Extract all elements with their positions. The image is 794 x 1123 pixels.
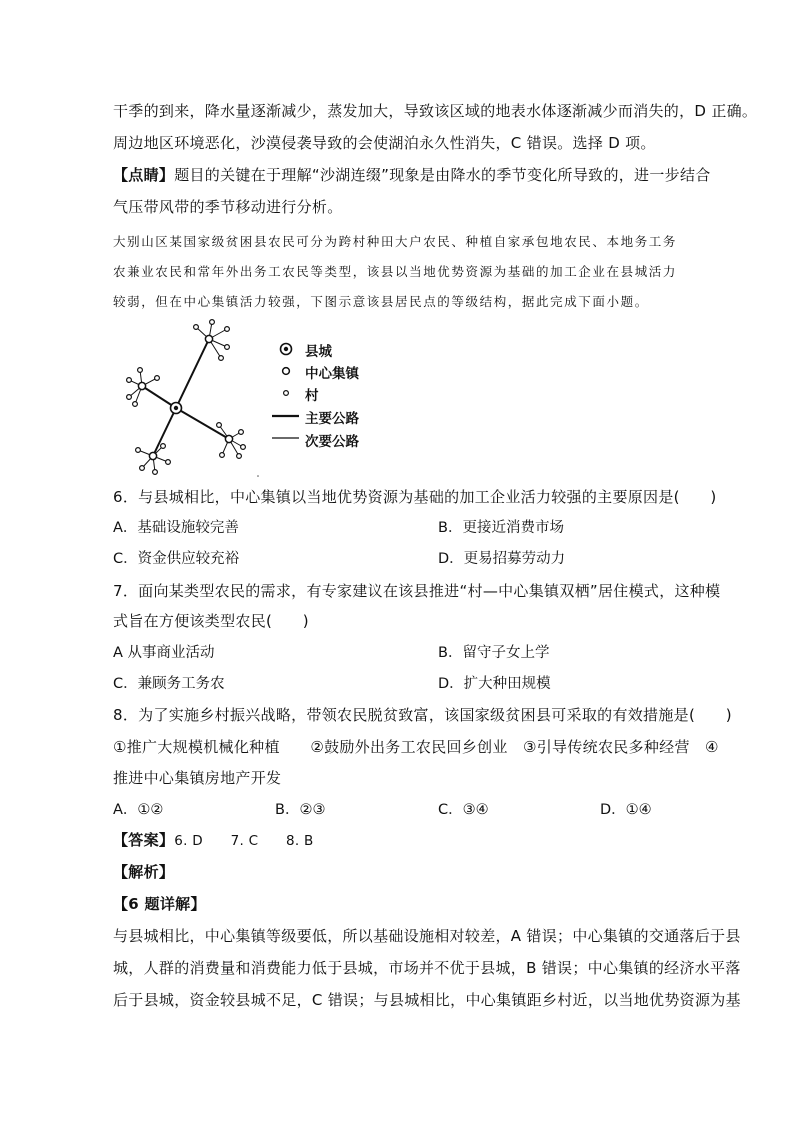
village-marker bbox=[194, 325, 199, 330]
legend-minor-road-label: 次要公路 bbox=[305, 434, 359, 450]
county-marker-dot bbox=[174, 406, 178, 410]
town-marker bbox=[225, 435, 232, 442]
village-marker bbox=[136, 448, 141, 453]
question-7-stem: 7．面向某类型农民的需求，有专家建议在该县推进“村—中心集镇双栖”居住模式，这种模 bbox=[113, 582, 721, 600]
town-marker bbox=[138, 382, 145, 389]
legend-town-symbol bbox=[283, 368, 290, 375]
material-line: 大别山区某国家级贫困县农民可分为跨村种田大户农民、种植自家承包地农民、本地务工务 bbox=[113, 234, 678, 249]
q8-option-d: D．①④ bbox=[600, 802, 652, 818]
legend-town-label: 中心集镇 bbox=[305, 366, 359, 382]
tip-tag: 【点睛】 bbox=[113, 166, 175, 184]
village-marker bbox=[239, 430, 244, 435]
q6-option-d: D．更易招募劳动力 bbox=[438, 551, 566, 567]
village-marker bbox=[127, 378, 132, 383]
legend-main-road-label: 主要公路 bbox=[305, 411, 359, 427]
question-8-options: ①推广大规模机械化种植 ②鼓励外出务工农民回乡创业 ③引导传统农民多种经营 ④ bbox=[113, 738, 719, 756]
village-marker bbox=[241, 445, 246, 450]
answer-tag: 【答案】 bbox=[113, 831, 175, 849]
village-marker bbox=[133, 402, 138, 407]
tip-text: 题目的关键在于理解“沙湖连缀”现象是由降水的季节变化所导致的，进一步结合 bbox=[174, 166, 711, 184]
material-line: 农兼业农民和常年外出务工农民等类型，该县以当地优势资源为基础的加工企业在县城活力 bbox=[113, 264, 678, 279]
village-marker bbox=[225, 327, 230, 332]
q7-option-a: A 从事商业活动 bbox=[113, 645, 215, 661]
analysis-line: 城，人群的消费量和消费能力低于县城，市场并不优于县城，B 错误；中心集镇的经济水平落 bbox=[113, 959, 741, 977]
question-6-stem: 6．与县城相比，中心集镇以当地优势资源为基础的加工企业活力较强的主要原因是( ) bbox=[113, 488, 717, 506]
legend-county-label: 县城 bbox=[305, 344, 332, 360]
analysis-subheading: 【6 题详解】 bbox=[113, 895, 206, 913]
q8-option-a: A．①② bbox=[113, 802, 164, 818]
question-7-stem: 式旨在方便该类型农民( ) bbox=[113, 612, 309, 630]
village-marker bbox=[138, 368, 143, 373]
legend-village-symbol bbox=[284, 391, 289, 396]
answer-text: 6. D 7. C 8. B bbox=[174, 833, 314, 849]
town-marker bbox=[149, 452, 156, 459]
q8-option-c: C．③④ bbox=[438, 802, 489, 818]
q6-option-a: A．基础设施较完善 bbox=[113, 520, 239, 536]
analysis-line: 后于县城，资金较县城不足，C 错误；与县城相比，中心集镇距乡村近，以当地优势资源为基 bbox=[113, 991, 741, 1009]
village-marker bbox=[217, 423, 222, 428]
text-line: 干季的到来，降水量逐渐减少，蒸发加大，导致该区域的地表水体逐渐减少而消失的，D 正确。 bbox=[113, 102, 758, 120]
q7-option-b: B．留守子女上学 bbox=[438, 645, 550, 661]
village-marker bbox=[161, 444, 166, 449]
village-marker bbox=[127, 395, 132, 400]
village-marker bbox=[225, 345, 230, 350]
q6-option-c: C．资金供应较充裕 bbox=[113, 551, 240, 567]
material-line: 较弱，但在中心集镇活力较强，下图示意该县居民点的等级结构，据此完成下面小题。 bbox=[113, 294, 649, 309]
village-marker bbox=[153, 470, 158, 475]
q6-option-b: B．更接近消费市场 bbox=[438, 520, 564, 536]
q7-option-c: C．兼顾务工务农 bbox=[113, 676, 225, 692]
village-marker bbox=[155, 376, 160, 381]
town-marker bbox=[205, 335, 212, 342]
analysis-tag: 【解析】 bbox=[113, 863, 175, 881]
analysis-line: 与县城相比，中心集镇等级要低，所以基础设施相对较差，A 错误；中心集镇的交通落后于县 bbox=[113, 927, 741, 945]
village-marker bbox=[220, 453, 225, 458]
question-8-stem: 8．为了实施乡村振兴战略，带领农民脱贫致富，该国家级贫困县可采取的有效措施是( ) bbox=[113, 706, 732, 724]
question-8-options: 推进中心集镇房地产开发 bbox=[113, 769, 282, 787]
village-marker bbox=[140, 466, 145, 471]
village-marker bbox=[210, 320, 215, 325]
q7-option-d: D．扩大种田规模 bbox=[438, 676, 551, 692]
legend-village-label: 村 bbox=[305, 388, 319, 404]
village-marker bbox=[166, 460, 171, 465]
text-line: 周边地区环境恶化，沙漠侵袭导致的会使湖泊永久性消失，C 错误。选择 D 项。 bbox=[113, 134, 656, 152]
village-marker bbox=[237, 454, 242, 459]
village-marker bbox=[219, 356, 224, 361]
text-line: 气压带风带的季节移动进行分析。 bbox=[113, 198, 343, 216]
q8-option-b: B．②③ bbox=[275, 802, 326, 818]
answer-line bbox=[113, 830, 314, 851]
